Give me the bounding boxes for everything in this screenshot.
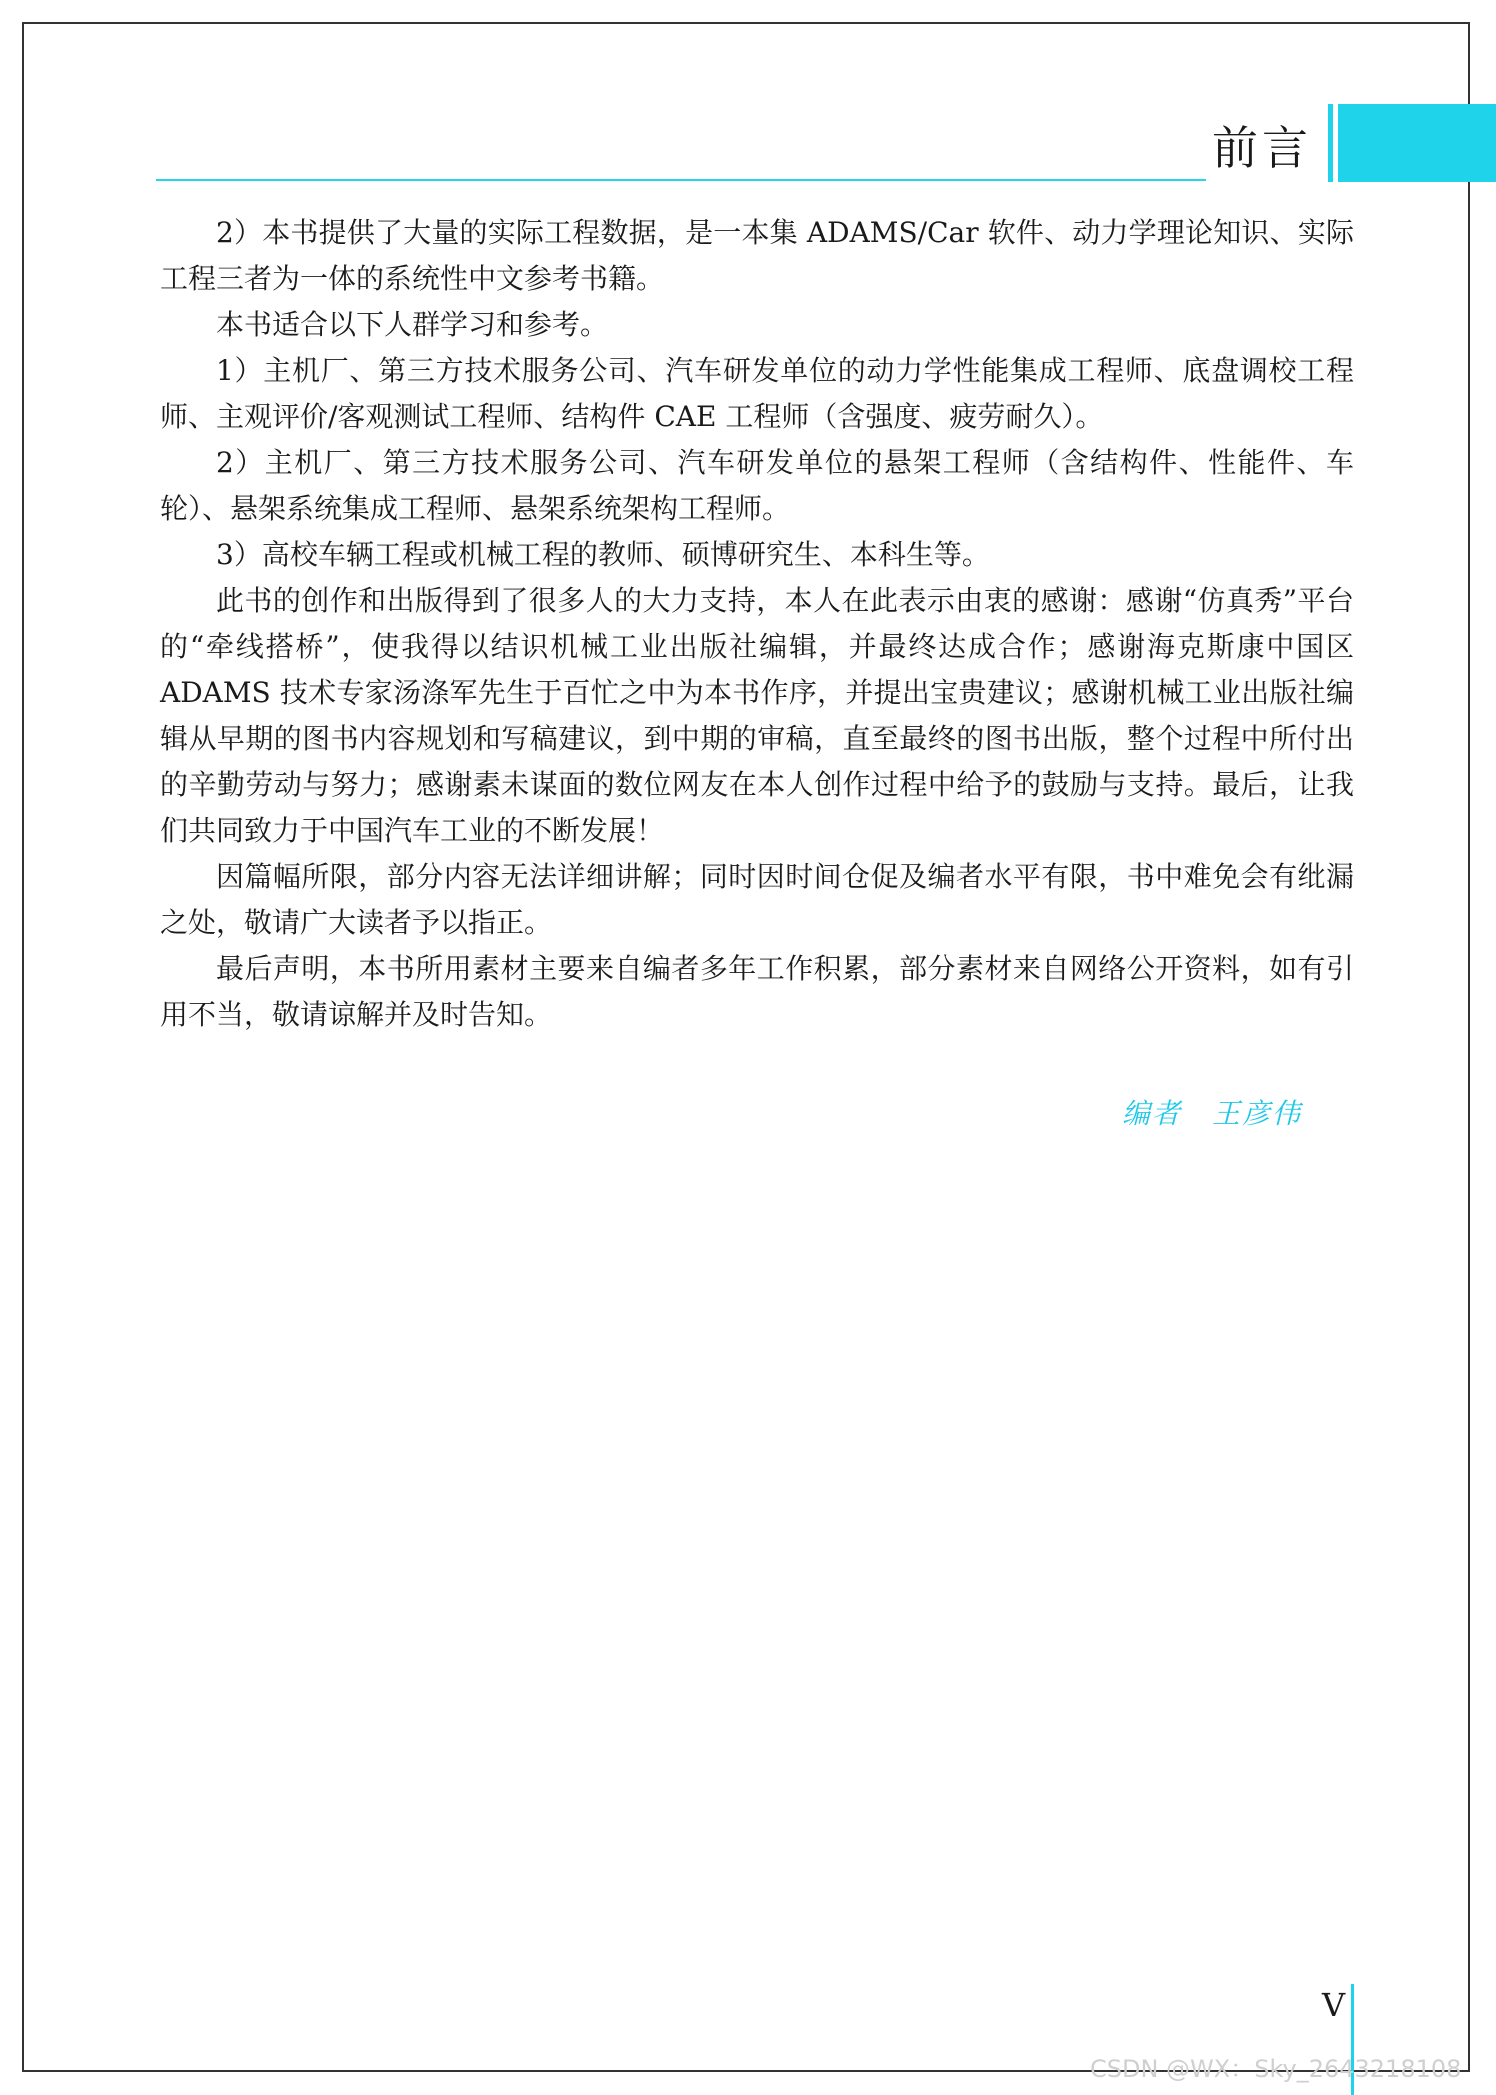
paragraph: 本书适合以下人群学习和参考。: [216, 308, 609, 341]
paragraph: 2）本书提供了大量的实际工程数据，是一本集 ADAMS/Car 软件、动力学理论知识、实际工程三者为一体的系统性中文参考书籍。: [160, 216, 1354, 295]
paragraph: 此书的创作和出版得到了很多人的大力支持，本人在此表示由衷的感谢：感谢“仿真秀”平台的“牵线搭桥”，使我得以结识机械工业出版社编辑，并最终达成合作；感谢海克斯康中国区 ADAMS 技术专家汤涤军先生于百忙之中为本书作序，并提出宝贵建议；感谢机械工业出版社编辑从早期的图书内容规划和写稿建议，到中期的审稿，直至最终的图书出版，整个过程中所付出的辛勤劳动与努力；感谢素未谋面的数位网友在本人创作过程中给予的鼓励与支持。最后，让我们共同致力于中国汽车工业的不断发展！: [160, 584, 1354, 847]
paragraph: 3）高校车辆工程或机械工程的教师、硕博研究生、本科生等。: [216, 538, 990, 571]
header-tab-block: [1338, 104, 1496, 182]
paragraph: 最后声明，本书所用素材主要来自编者多年工作积累，部分素材来自网络公开资料，如有引用不当，敬请谅解并及时告知。: [160, 952, 1354, 1031]
body-text: [160, 210, 1354, 1038]
paragraph: 2）主机厂、第三方技术服务公司、汽车研发单位的悬架工程师（含结构件、性能件、车轮）、悬架系统集成工程师、悬架系统架构工程师。: [160, 446, 1354, 525]
header-rule: [156, 179, 1206, 181]
header-tab-stripe: [1328, 104, 1333, 182]
watermark: CSDN @WX：Sky_2643218108: [1090, 2055, 1462, 2083]
page-number: V: [1322, 1986, 1346, 2024]
chapter-title: 前言: [1212, 121, 1312, 175]
paragraph: 1）主机厂、第三方技术服务公司、汽车研发单位的动力学性能集成工程师、底盘调校工程师、主观评价/客观测试工程师、结构件 CAE 工程师（含强度、疲劳耐久）。: [160, 354, 1354, 433]
paragraph: 因篇幅所限，部分内容无法详细讲解；同时因时间仓促及编者水平有限，书中难免会有纰漏之处，敬请广大读者予以指正。: [160, 860, 1354, 939]
author-signature: 编者 王彦伟: [1122, 1097, 1303, 1130]
